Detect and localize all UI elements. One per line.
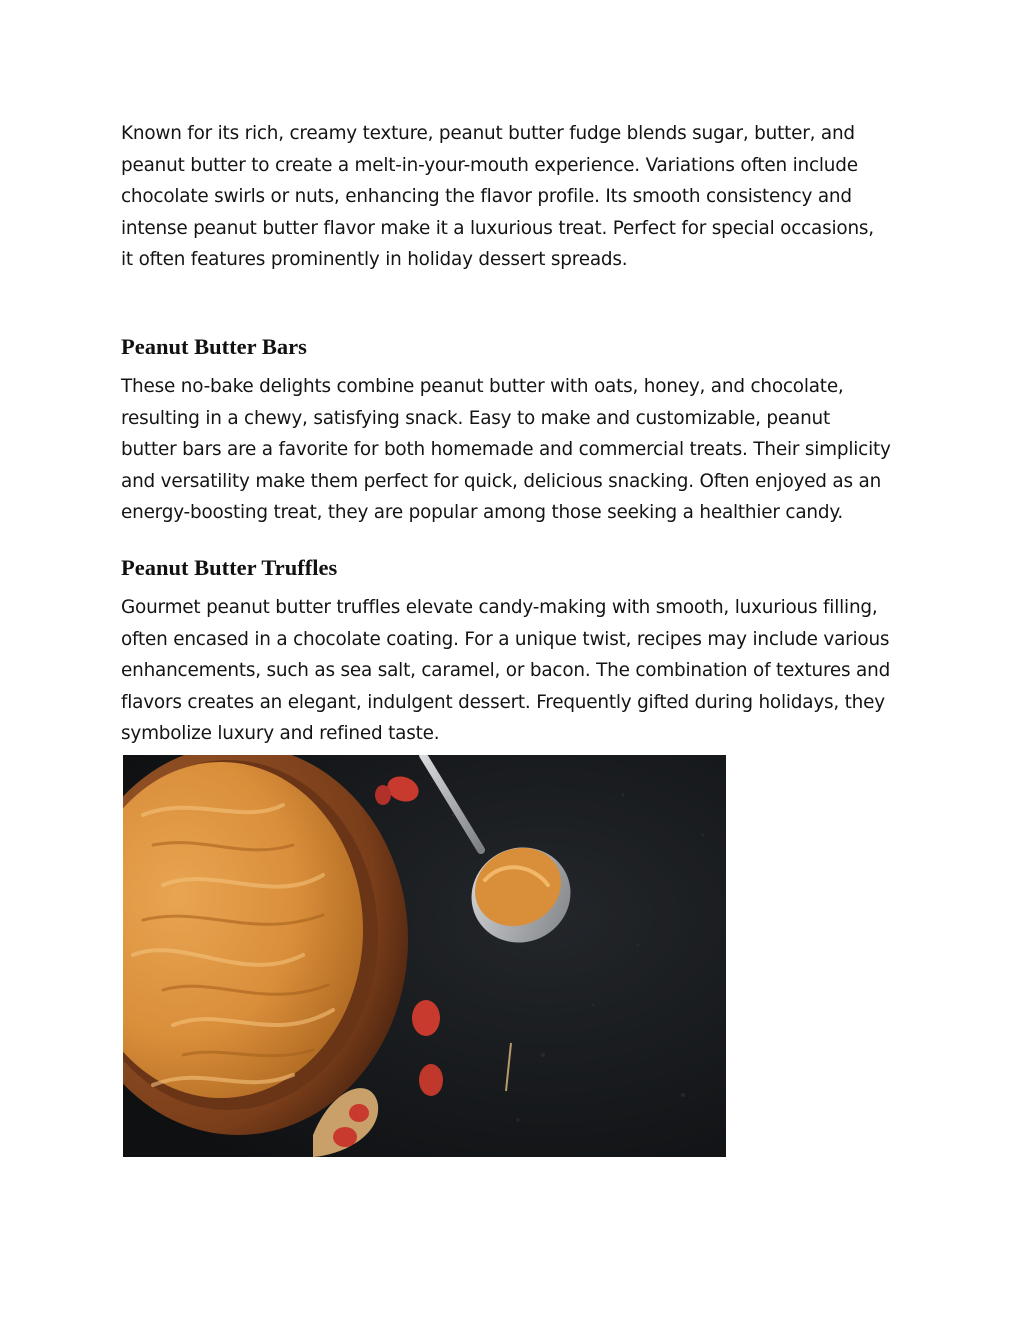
section-body-bars: These no-bake delights combine peanut butter with oats, honey, and chocolate, resulting in a chewy, satisfying snack. Easy to make and customizable, peanut butter bars are a favorite for both homemade and commercial treats. Their simplicity and versatility make them perfect for quick, delicious snacking. Often enjoyed as an energy-boosting treat, they are popular among those seeking a healthier candy. [121,376,891,524]
section-heading-truffles: Peanut Butter Truffles [121,555,338,580]
section-body-truffles: Gourmet peanut butter truffles elevate candy-making with smooth, luxurious filling, often encased in a chocolate coating. For a unique twist, recipes may include various enhancements, such as sea salt, caramel, or bacon. The combination of textures and flavors creates an elegant, indulgent dessert. Frequently gifted during holidays, they symbolize luxury and refined taste. [121,597,891,745]
peanut-butter-photo [123,755,726,1157]
section-heading-bars: Peanut Butter Bars [121,334,307,359]
intro-paragraph: Known for its rich, creamy texture, peanut butter fudge blends sugar, butter, and peanut butter to create a melt-in-your-mouth experience. Variations often include chocolate swirls or nuts, enhancing the flavor profile. Its smooth consistency and intense peanut butter flavor make it a luxurious treat. Perfect for special occasions, it often features prominently in holiday dessert spreads. [121,123,874,271]
